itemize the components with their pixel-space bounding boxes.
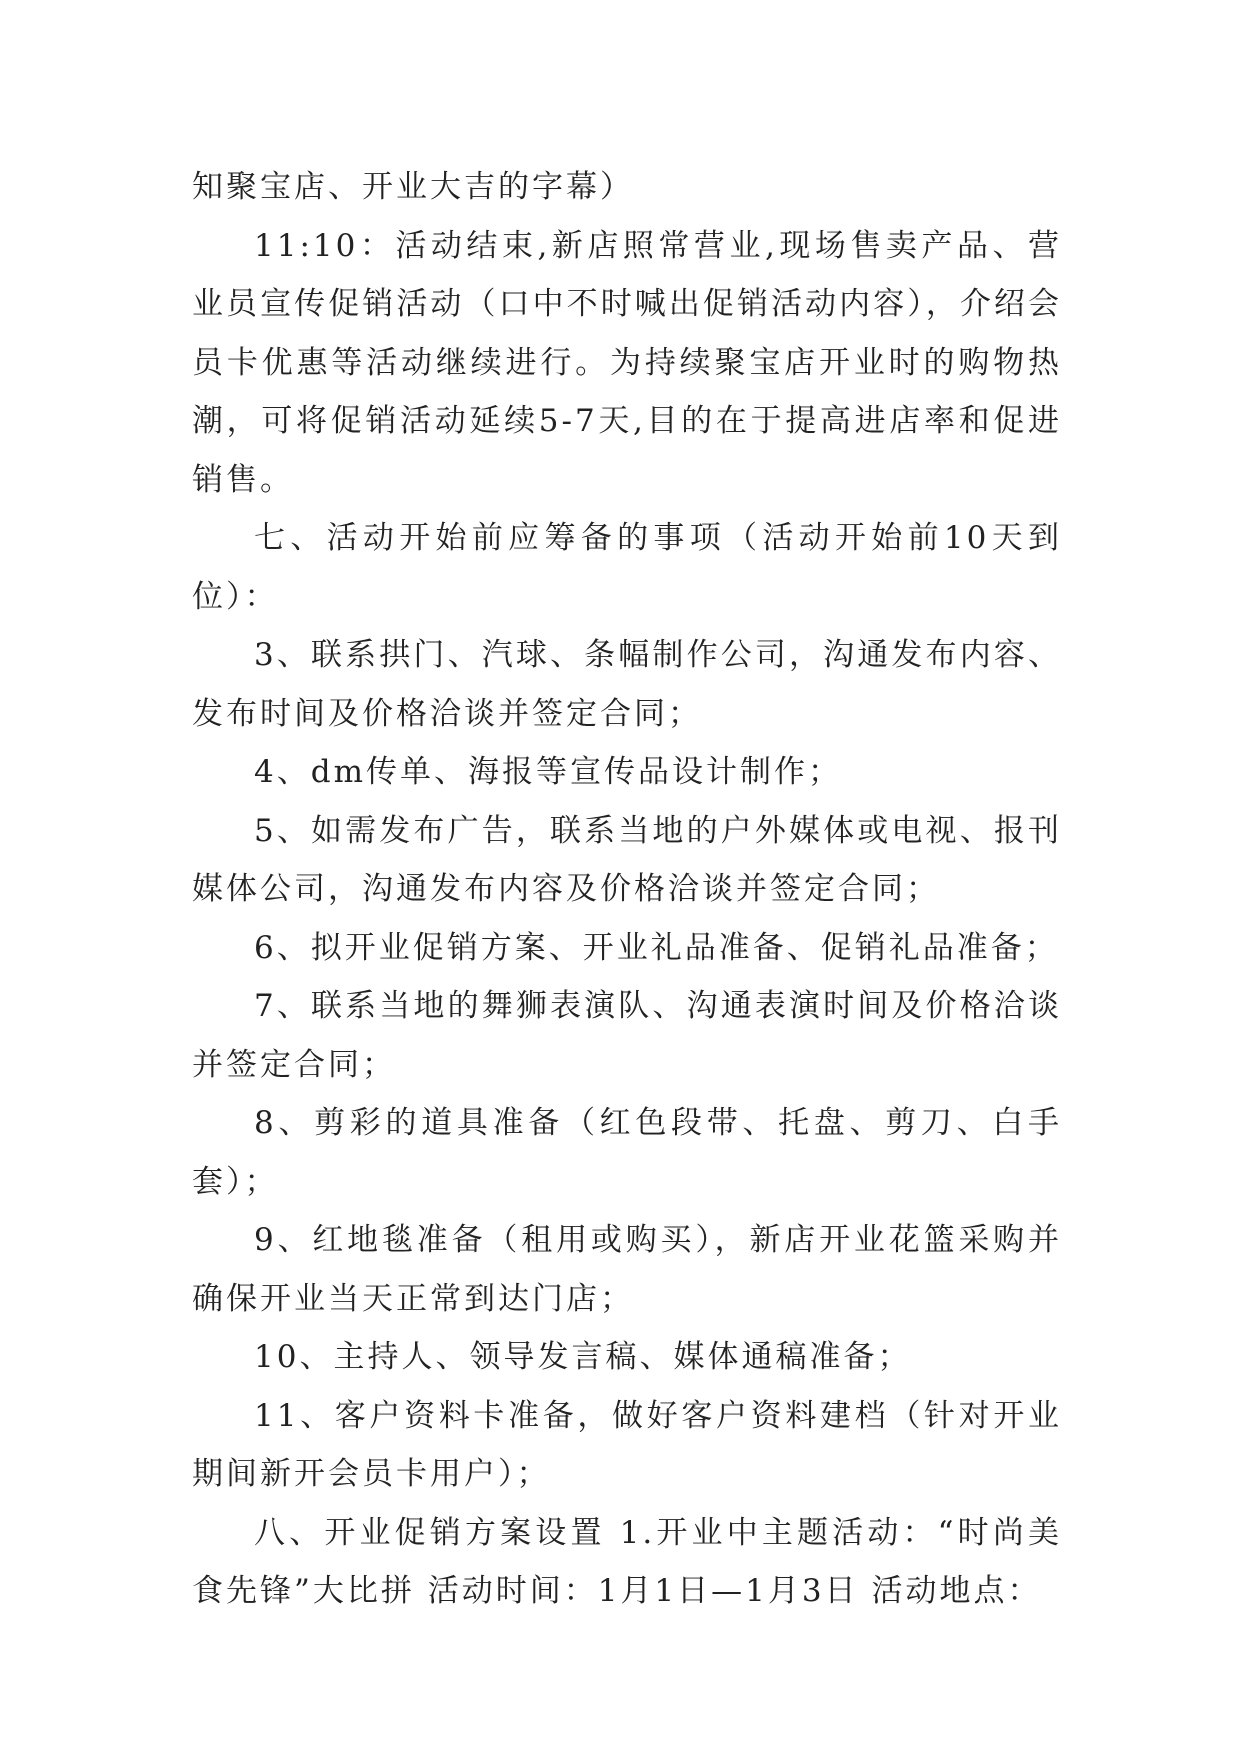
paragraph-item-6: 6、拟开业促销方案、开业礼品准备、促销礼品准备； xyxy=(254,929,1059,966)
paragraph-section-seven-heading: 七、活动开始前应筹备的事项（活动开始前10天到位）： xyxy=(192,520,1062,615)
paragraph-item-4: 4、dm传单、海报等宣传品设计制作； xyxy=(254,754,842,790)
paragraph-subtitle-note: 知聚宝店、开业大吉的字幕） xyxy=(192,169,634,205)
paragraph-item-5: 5、如需发布广告，联系当地的户外媒体或电视、报刊媒体公司，沟通发布内容及价格洽谈并签定合同； xyxy=(192,812,1062,907)
paragraph-item-11: 11、客户资料卡准备，做好客户资料建档（针对开业期间新开会员卡用户）； xyxy=(192,1397,1062,1492)
paragraph-section-eight: 八、开业促销方案设置 1.开业中主题活动：“时尚美食先锋”大比拼 活动时间：1月1日—1月3日 活动地点： xyxy=(192,1514,1062,1609)
paragraph-item-9: 9、红地毯准备（租用或购买），新店开业花篮采购并确保开业当天正常到达门店； xyxy=(192,1222,1062,1317)
document-body xyxy=(192,158,1062,1621)
paragraph-item-8: 8、剪彩的道具准备（红色段带、托盘、剪刀、白手套）； xyxy=(192,1105,1062,1200)
paragraph-item-10: 10、主持人、领导发言稿、媒体通稿准备； xyxy=(254,1339,912,1375)
paragraph-item-3: 3、联系拱门、汽球、条幅制作公司，沟通发布内容、发布时间及价格洽谈并签定合同； xyxy=(192,637,1062,732)
paragraph-item-7: 7、联系当地的舞狮表演队、沟通表演时间及价格洽谈并签定合同； xyxy=(192,988,1062,1083)
paragraph-event-end: 11:10：活动结束,新店照常营业,现场售卖产品、营业员宣传促销活动（口中不时喊出促销活动内容），介绍会员卡优惠等活动继续进行。为持续聚宝店开业时的购物热潮，可将促销活动延续5-7天,目的在于提高进店率和促进销售。 xyxy=(192,227,1062,498)
